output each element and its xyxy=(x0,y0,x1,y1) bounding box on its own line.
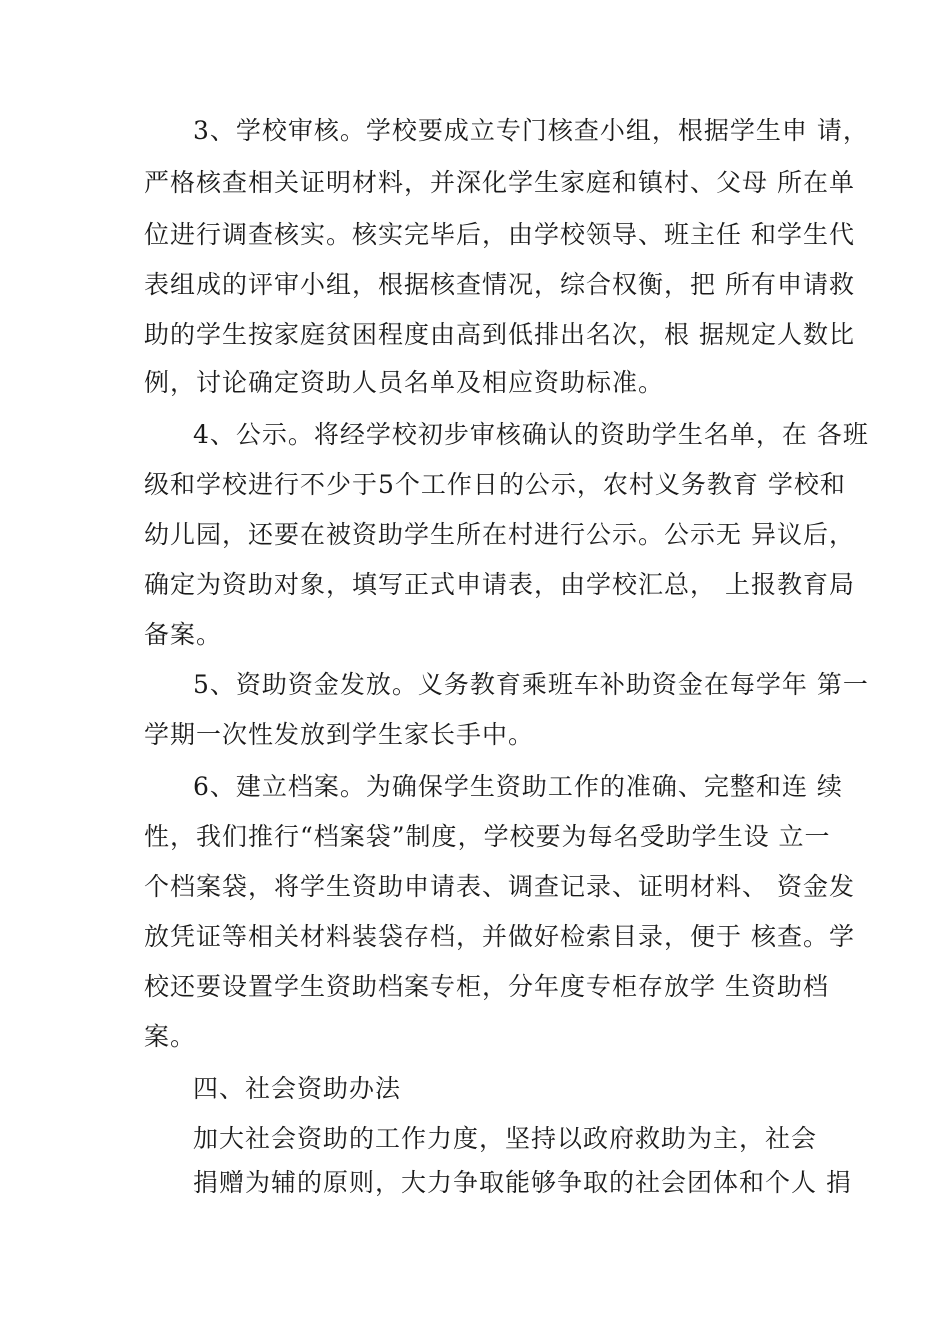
paragraph-6-line-6: 案。 xyxy=(144,1022,197,1051)
section-heading: 四、社会资助办法 xyxy=(193,1074,402,1103)
paragraph-4-line-4: 确定为资助对象，填写正式申请表，由学校汇总， 上报教育局 xyxy=(144,570,855,599)
paragraph-social-line-2: 捐赠为辅的原则，大力争取能够争取的社会团体和个人 捐 xyxy=(193,1168,852,1197)
paragraph-6-line-4: 放凭证等相关材料装袋存档，并做好检索目录，便于 核查。学 xyxy=(144,922,855,951)
paragraph-4-line-2: 级和学校进行不少于5个工作日的公示，农村义务教育 学校和 xyxy=(144,470,846,499)
paragraph-6-line-3: 个档案袋，将学生资助申请表、调查记录、证明材料、 资金发 xyxy=(144,872,855,901)
paragraph-3-line-6: 例，讨论确定资助人员名单及相应资助标准。 xyxy=(144,368,665,397)
paragraph-3-line-1: 3、学校审核。学校要成立专门核查小组，根据学生申 请， xyxy=(193,116,869,145)
paragraph-4-line-5: 备案。 xyxy=(144,620,223,649)
paragraph-4-line-1: 4、公示。将经学校初步审核确认的资助学生名单，在 各班 xyxy=(193,420,869,449)
paragraph-social-line-1: 加大社会资助的工作力度，坚持以政府救助为主，社会 xyxy=(193,1124,818,1153)
paragraph-4-line-3: 幼儿园，还要在被资助学生所在村进行公示。公示无 异议后， xyxy=(144,520,855,549)
paragraph-5-line-1: 5、资助资金发放。义务教育乘班车补助资金在每学年 第一 xyxy=(193,670,869,699)
paragraph-3-line-2: 严格核查相关证明材料，并深化学生家庭和镇村、父母 所在单 xyxy=(144,168,855,197)
paragraph-6-line-1: 6、建立档案。为确保学生资助工作的准确、完整和连 续 xyxy=(193,772,843,801)
paragraph-6-line-2: 性，我们推行“档案袋”制度，学校要为每名受助学生设 立一 xyxy=(144,822,831,851)
paragraph-3-line-4: 表组成的评审小组，根据核查情况，综合权衡，把 所有申请救 xyxy=(144,270,855,299)
paragraph-3-line-3: 位进行调查核实。核实完毕后，由学校领导、班主任 和学生代 xyxy=(144,220,855,249)
paragraph-3-line-5: 助的学生按家庭贫困程度由高到低排出名次，根 据规定人数比 xyxy=(144,320,855,349)
paragraph-5-line-2: 学期一次性发放到学生家长手中。 xyxy=(144,720,535,749)
paragraph-6-line-5: 校还要设置学生资助档案专柜，分年度专柜存放学 生资助档 xyxy=(144,972,829,1001)
